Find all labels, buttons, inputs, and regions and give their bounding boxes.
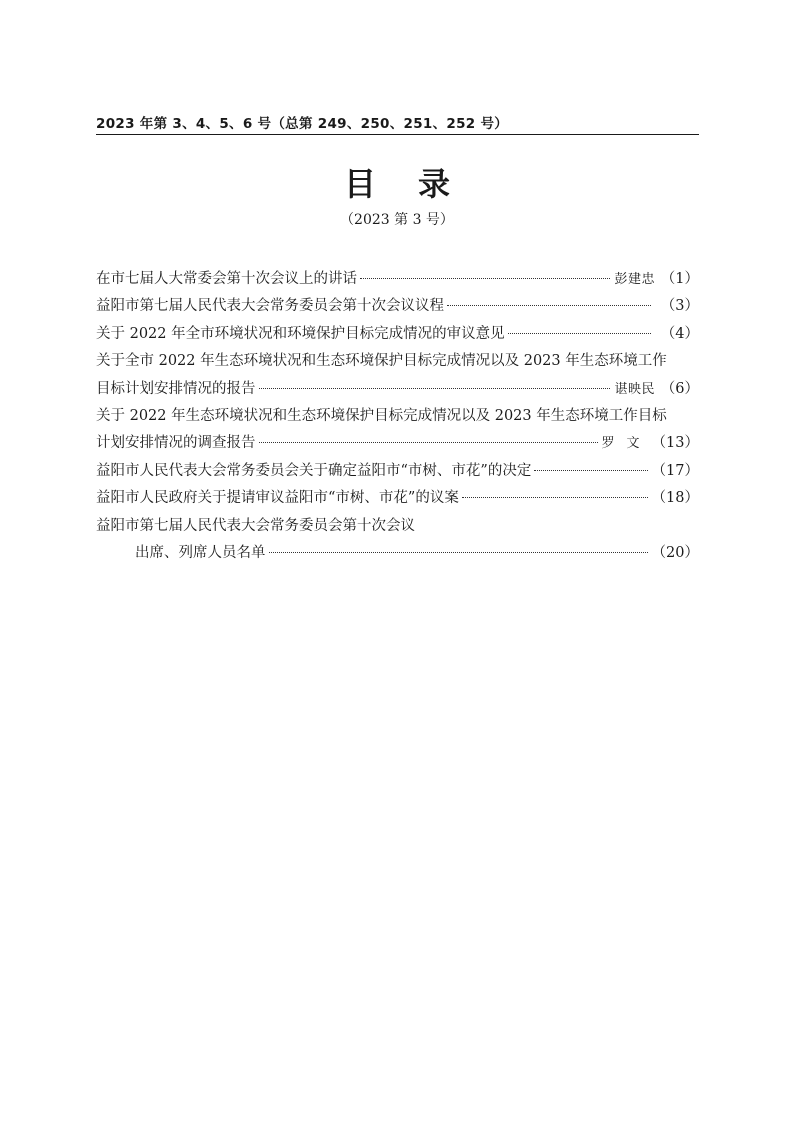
table-of-contents [96,266,699,567]
toc-entry-first-line[interactable] [96,403,699,430]
toc-entry-page: （20） [651,544,699,561]
toc-entry[interactable] [96,376,699,403]
toc-entry-author: 谌映民 [614,381,655,397]
toc-entry[interactable] [96,266,699,293]
toc-entry-title: 益阳市第七届人民代表大会常务委员会第十次会议议程 [96,298,444,315]
toc-entry[interactable] [96,321,699,348]
toc-entry-page: （1） [660,271,699,287]
issue-header: 2023 年第 3、4、5、6 号（总第 249、250、251、252 号） [96,116,509,132]
toc-entry-title: 益阳市人民政府关于提请审议益阳市“市树、市花”的议案 [96,490,459,507]
dot-leader [269,552,648,553]
toc-entry-title: 关于 2022 年生态环境状况和生态环境保护目标完成情况以及 2023 年生态环境工作目标 [96,407,667,424]
dot-leader [360,278,610,279]
toc-entry[interactable] [96,485,699,512]
toc-entry-first-line[interactable] [96,348,699,375]
toc-entry[interactable] [96,293,699,320]
toc-entry-title-continued: 出席、列席人员名单 [135,544,266,561]
toc-entry-page: （4） [660,325,699,342]
dot-leader [259,442,598,443]
toc-entry-page: （3） [660,298,699,315]
toc-entry-title: 在市七届人大常委会第十次会议上的讲话 [96,271,357,287]
toc-entry-title-continued: 目标计划安排情况的报告 [96,380,256,397]
toc-entry-page: （6） [660,380,699,397]
toc-entry-page: （13） [651,435,699,452]
toc-entry-author: 彭建忠 [614,272,655,287]
page-title: 目录 [343,165,492,203]
dot-leader [447,305,651,306]
toc-entry-page: （18） [651,490,699,507]
toc-entry-title: 益阳市第七届人民代表大会常务委员会第十次会议 [96,517,415,534]
toc-entry-title: 关于全市 2022 年生态环境状况和生态环境保护目标完成情况以及 2023 年生态环境工作 [96,353,667,370]
toc-entry-title: 关于 2022 年全市环境状况和环境保护目标完成情况的审议意见 [96,325,505,342]
header-divider [96,134,699,135]
toc-entry[interactable] [96,458,699,485]
dot-leader [534,470,647,471]
toc-entry[interactable] [96,430,699,457]
toc-entry-author: 罗文 [601,436,652,452]
toc-entry-title-continued: 计划安排情况的调查报告 [96,435,256,452]
dot-leader [259,388,611,389]
dot-leader [462,497,648,498]
toc-entry[interactable] [96,540,699,567]
toc-entry-title: 益阳市人民代表大会常务委员会关于确定益阳市“市树、市花”的决定 [96,462,532,479]
page-subtitle: （2023 第 3 号） [340,212,454,228]
toc-entry-page: （17） [651,462,699,479]
toc-entry-first-line[interactable] [96,513,699,540]
dot-leader [508,333,651,334]
